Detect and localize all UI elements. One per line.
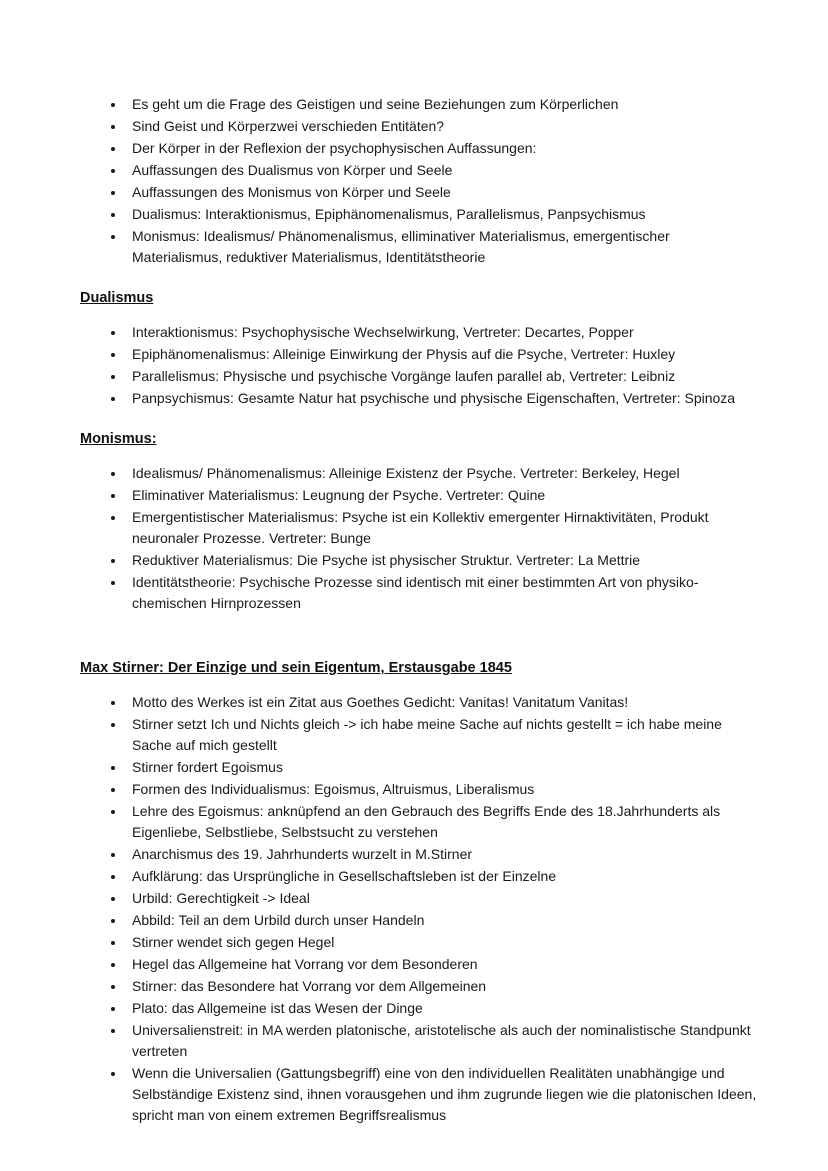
bullet-item: • Emergentistischer Materialismus: Psyche ist ein Kollektiv emergenter Hirnaktivitäten, Produkt neuronaler Prozesse. Vertreter: Bunge	[126, 507, 762, 549]
bullet-item: • Stirner fordert Egoismus	[126, 757, 762, 778]
bullet-item: • Stirner wendet sich gegen Hegel	[126, 932, 762, 953]
bullet-item: • Auffassungen des Monismus von Körper und Seele	[126, 182, 762, 203]
bullet-item: • Identitätstheorie: Psychische Prozesse sind identisch mit einer bestimmten Art von physiko-chemischen Hirnprozessen	[126, 572, 762, 614]
bullet-item: • Plato: das Allgemeine ist das Wesen der Dinge	[126, 998, 762, 1019]
bullet-item: • Formen des Individualismus: Egoismus, Altruismus, Liberalismus	[126, 779, 762, 800]
bullet-item: • Abbild: Teil an dem Urbild durch unser Handeln	[126, 910, 762, 931]
section-heading: Dualismus	[80, 290, 154, 306]
bullet-item: • Urbild: Gerechtigkeit -> Ideal	[126, 888, 762, 909]
document-section	[80, 431, 762, 614]
bullet-item: • Parallelismus: Physische und psychische Vorgänge laufen parallel ab, Vertreter: Leibniz	[126, 366, 762, 387]
bullet-list	[80, 692, 762, 1126]
bullet-list	[80, 322, 762, 409]
bullet-item: • Es geht um die Frage des Geistigen und seine Beziehungen zum Körperlichen	[126, 94, 762, 115]
bullet-item: • Auffassungen des Dualismus von Körper und Seele	[126, 160, 762, 181]
section-heading: Monismus:	[80, 431, 157, 447]
bullet-list	[80, 463, 762, 614]
bullet-item: • Stirner setzt Ich und Nichts gleich -> ich habe meine Sache auf nichts gestellt = ich habe meine Sache auf mich gestellt	[126, 714, 762, 756]
bullet-item: • Epiphänomenalismus: Alleinige Einwirkung der Physis auf die Psyche, Vertreter: Huxley	[126, 344, 762, 365]
document-section	[80, 660, 762, 1126]
bullet-item: • Panpsychismus: Gesamte Natur hat psychische und physische Eigenschaften, Vertreter: Spinoza	[126, 388, 762, 409]
bullet-item: • Dualismus: Interaktionismus, Epiphänomenalismus, Parallelismus, Panpsychismus	[126, 204, 762, 225]
bullet-list	[80, 94, 762, 268]
bullet-item: • Hegel das Allgemeine hat Vorrang vor dem Besonderen	[126, 954, 762, 975]
bullet-item: • Wenn die Universalien (Gattungsbegriff) eine von den individuellen Realitäten unabhängige und Selbständige Existenz sind, ihnen vorausgehen und ihm zugrunde liegen wie die platonischen Ideen, spricht man von einem extremen Begriffsrealismus	[126, 1063, 762, 1126]
bullet-item: • Universalienstreit: in MA werden platonische, aristotelische als auch der nominalistische Standpunkt vertreten	[126, 1020, 762, 1062]
bullet-item: • Anarchismus des 19. Jahrhunderts wurzelt in M.Stirner	[126, 844, 762, 865]
bullet-item: • Interaktionismus: Psychophysische Wechselwirkung, Vertreter: Decartes, Popper	[126, 322, 762, 343]
bullet-item: • Idealismus/ Phänomenalismus: Alleinige Existenz der Psyche. Vertreter: Berkeley, Hegel	[126, 463, 762, 484]
document-section	[80, 290, 762, 409]
bullet-item: • Sind Geist und Körperzwei verschieden Entitäten?	[126, 116, 762, 137]
bullet-item: • Aufklärung: das Ursprüngliche in Gesellschaftsleben ist der Einzelne	[126, 866, 762, 887]
document-content	[80, 94, 762, 1126]
bullet-item: • Lehre des Egoismus: anknüpfend an den Gebrauch des Begriffs Ende des 18.Jahrhunderts als Eigenliebe, Selbstliebe, Selbstsucht zu verstehen	[126, 801, 762, 843]
bullet-item: • Der Körper in der Reflexion der psychophysischen Auffassungen:	[126, 138, 762, 159]
bullet-item: • Reduktiver Materialismus: Die Psyche ist physischer Struktur. Vertreter: La Mettrie	[126, 550, 762, 571]
bullet-item: • Monismus: Idealismus/ Phänomenalismus, elliminativer Materialismus, emergentischer Materialismus, reduktiver Materialismus, Identitätstheorie	[126, 226, 762, 268]
document-section	[80, 94, 762, 268]
section-heading: Max Stirner: Der Einzige und sein Eigentum, Erstausgabe 1845	[80, 660, 512, 676]
bullet-item: • Motto des Werkes ist ein Zitat aus Goethes Gedicht: Vanitas! Vanitatum Vanitas!	[126, 692, 762, 713]
bullet-item: • Eliminativer Materialismus: Leugnung der Psyche. Vertreter: Quine	[126, 485, 762, 506]
bullet-item: • Stirner: das Besondere hat Vorrang vor dem Allgemeinen	[126, 976, 762, 997]
